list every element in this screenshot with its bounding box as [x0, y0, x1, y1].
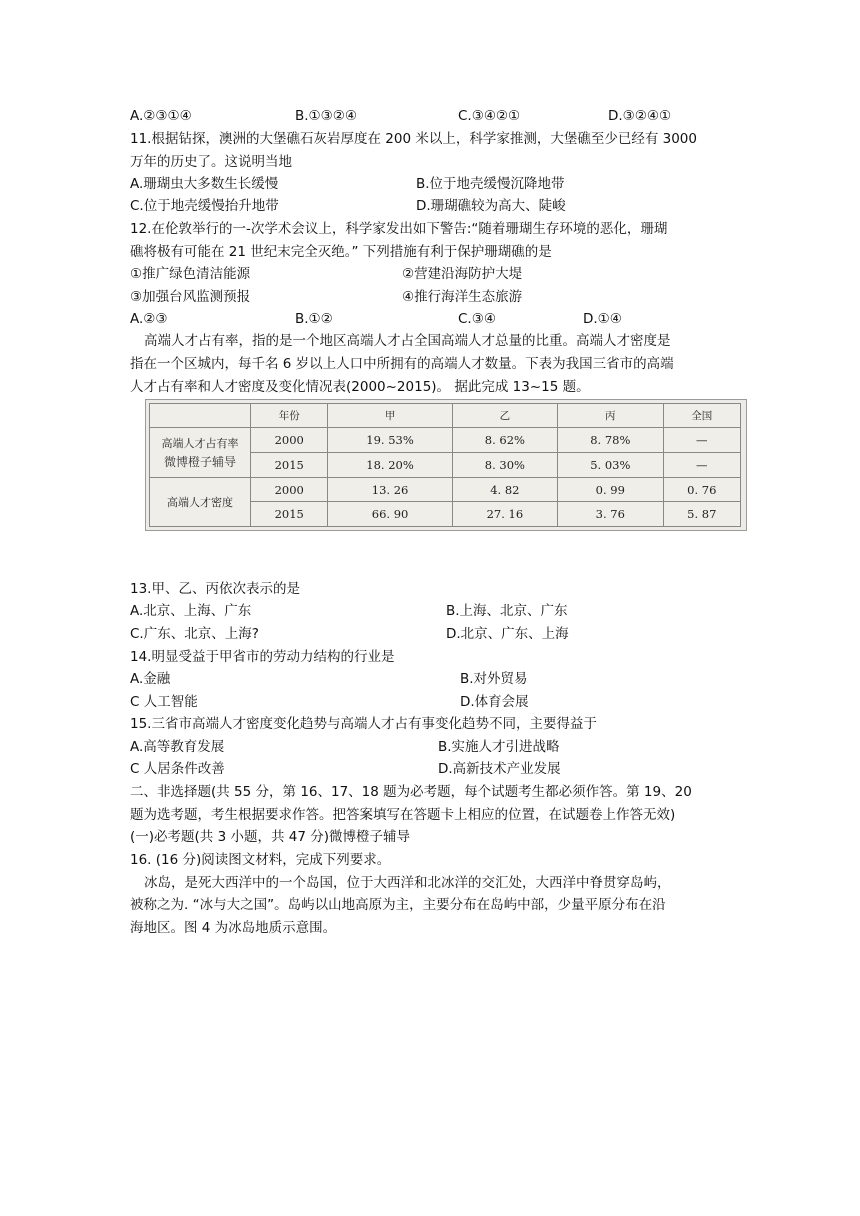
- table-corner: [150, 404, 251, 428]
- table-row: [150, 428, 741, 453]
- q16-para-line1: 冰岛，是死大西洋中的一个岛国，位于大西洋和北冰洋的交汇处，大西洋中脊贯穿岛屿，: [144, 875, 671, 891]
- table-header-year: 年份: [251, 404, 328, 428]
- section2-line1: 二、非选择题(共 55 分，第 16、17、18 题为必考题，每个试题考生都必须作答。第 19、20: [130, 784, 692, 800]
- q11-stem-line1: 11.根据钻探，澳洲的大堡礁石灰岩厚度在 200 米以上，科学家推测，大堡礁至少已经有 3000: [130, 131, 697, 147]
- q11-option-a: A.珊瑚虫大多数生长缓慢: [130, 176, 279, 192]
- q12-measure-3: ③加强台风监测预报: [130, 289, 251, 305]
- intro-line2: 指在一个区城内，每千名 6 岁以上人口中所拥有的高端人才数量。下表为我国三省市的高端: [130, 356, 674, 372]
- talent-table: [149, 403, 741, 527]
- q15-option-a: A.高等教育发展: [130, 739, 225, 755]
- table-group-share-label: 高端人才占有率: [161, 437, 239, 450]
- q14-stem: 14.明显受益于甲省市的劳动力结构的行业是: [130, 649, 395, 665]
- q14-option-a: A.金融: [130, 671, 171, 687]
- q15-option-c: C 人居条件改善: [130, 761, 225, 777]
- talent-table-image: [145, 399, 747, 531]
- table-cell: 27. 16: [452, 502, 557, 527]
- q11-option-c: C.位于地壳缓慢抬升地带: [130, 198, 279, 214]
- q12-option-d: D.①④: [583, 311, 622, 327]
- table-cell: 2000: [251, 478, 328, 502]
- table-cell: 2015: [251, 502, 328, 527]
- table-header-row: [150, 404, 741, 428]
- section2-line2: 题为选考题，考生根据要求作答。把答案填写在答题卡上相应的位置，在试题卷上作答无效): [130, 807, 676, 823]
- q10-option-d: D.③②④①: [608, 108, 672, 124]
- q12-option-c: C.③④: [458, 311, 496, 327]
- table-group-density-label: 高端人才密度: [167, 496, 233, 509]
- table-group-share: [150, 428, 251, 478]
- table-cell: 13. 26: [328, 478, 452, 502]
- intro-line3: 人才占有率和人才密度及变化情况表(2000~2015)。 据此完成 13~15 题。: [130, 379, 590, 395]
- table-cell: 2015: [251, 453, 328, 478]
- table-cell: 8. 78%: [558, 428, 663, 453]
- q13-option-c: C.广东、北京、上海?: [130, 626, 259, 642]
- q12-stem-line2: 礁将极有可能在 21 世纪末完全灭绝。” 下列措施有利于保护珊瑚礁的是: [130, 244, 552, 260]
- table-cell: 2000: [251, 428, 328, 453]
- table-cell: 5. 87: [663, 502, 740, 527]
- table-group-density: [150, 478, 251, 527]
- q16-para-line2: 被称之为. “冰与大之国”。岛屿以山地高原为主，主要分布在岛屿中部，少量平原分布在沿: [130, 897, 666, 913]
- table-cell: —: [663, 453, 740, 478]
- q16-para-line3: 海地区。图 4 为冰岛地质示意围。: [130, 920, 337, 936]
- q12-measure-4: ④推行海洋生态旅游: [402, 289, 523, 305]
- q13-option-b: B.上海、北京、广东: [446, 603, 568, 619]
- q11-option-d: D.珊瑚礁较为高大、陡峻: [416, 198, 566, 214]
- q15-stem: 15.三省市高端人才密度变化趋势与高端人才占有事变化趋势不同，主要得益于: [130, 716, 597, 732]
- q15-option-b: B.实施人才引进战略: [438, 739, 560, 755]
- table-cell: 18. 20%: [328, 453, 452, 478]
- table-cell: 4. 82: [452, 478, 557, 502]
- q13-stem: 13.甲、乙、丙依次表示的是: [130, 581, 300, 597]
- q11-stem-line2: 万年的历史了。这说明当地: [130, 154, 292, 170]
- q10-option-b: B.①③②④: [295, 108, 357, 124]
- table-header-yi: 乙: [452, 404, 557, 428]
- q14-option-c: C 人工智能: [130, 694, 198, 710]
- table-cell: 8. 30%: [452, 453, 557, 478]
- q13-option-d: D.北京、广东、上海: [446, 626, 569, 642]
- table-cell: 19. 53%: [328, 428, 452, 453]
- q14-option-b: B.对外贸易: [460, 671, 528, 687]
- q10-option-c: C.③④②①: [458, 108, 521, 124]
- q12-option-b: B.①②: [295, 311, 333, 327]
- table-cell: 66. 90: [328, 502, 452, 527]
- q16-stem: 16. (16 分)阅读图文材料，完成下列要求。: [130, 852, 391, 868]
- table-header-jia: 甲: [328, 404, 452, 428]
- table-cell: 0. 76: [663, 478, 740, 502]
- watermark-text: 微博橙子辅导: [163, 455, 236, 469]
- q11-option-b: B.位于地壳缓慢沉降地带: [416, 176, 565, 192]
- table-row: [150, 478, 741, 502]
- intro-line1: 高端人才占有率，指的是一个地区高端人才占全国高端人才总量的比重。高端人才密度是: [144, 333, 671, 349]
- q14-option-d: D.体育会展: [460, 694, 529, 710]
- q12-option-a: A.②③: [130, 311, 168, 327]
- table-cell: 3. 76: [558, 502, 663, 527]
- q13-option-a: A.北京、上海、广东: [130, 603, 252, 619]
- table-cell: 8. 62%: [452, 428, 557, 453]
- table-cell: 5. 03%: [558, 453, 663, 478]
- table-header-national: 全国: [663, 404, 740, 428]
- q12-stem-line1: 12.在伦敦举行的一-次学术会议上，科学家发出如下警告:“随着珊瑚生存环境的恶化，珊瑚: [130, 221, 668, 237]
- q12-measure-2: ②营建沿海防护大堤: [402, 266, 523, 282]
- table-cell: 0. 99: [558, 478, 663, 502]
- q12-measure-1: ①推广绿色清洁能源: [130, 266, 251, 282]
- section2-line3: (一)必考题(共 3 小题，共 47 分)微博橙子辅导: [130, 829, 410, 845]
- table-cell: —: [663, 428, 740, 453]
- table-header-bing: 丙: [558, 404, 663, 428]
- q10-option-a: A.②③①④: [130, 108, 192, 124]
- q15-option-d: D.高新技术产业发展: [438, 761, 561, 777]
